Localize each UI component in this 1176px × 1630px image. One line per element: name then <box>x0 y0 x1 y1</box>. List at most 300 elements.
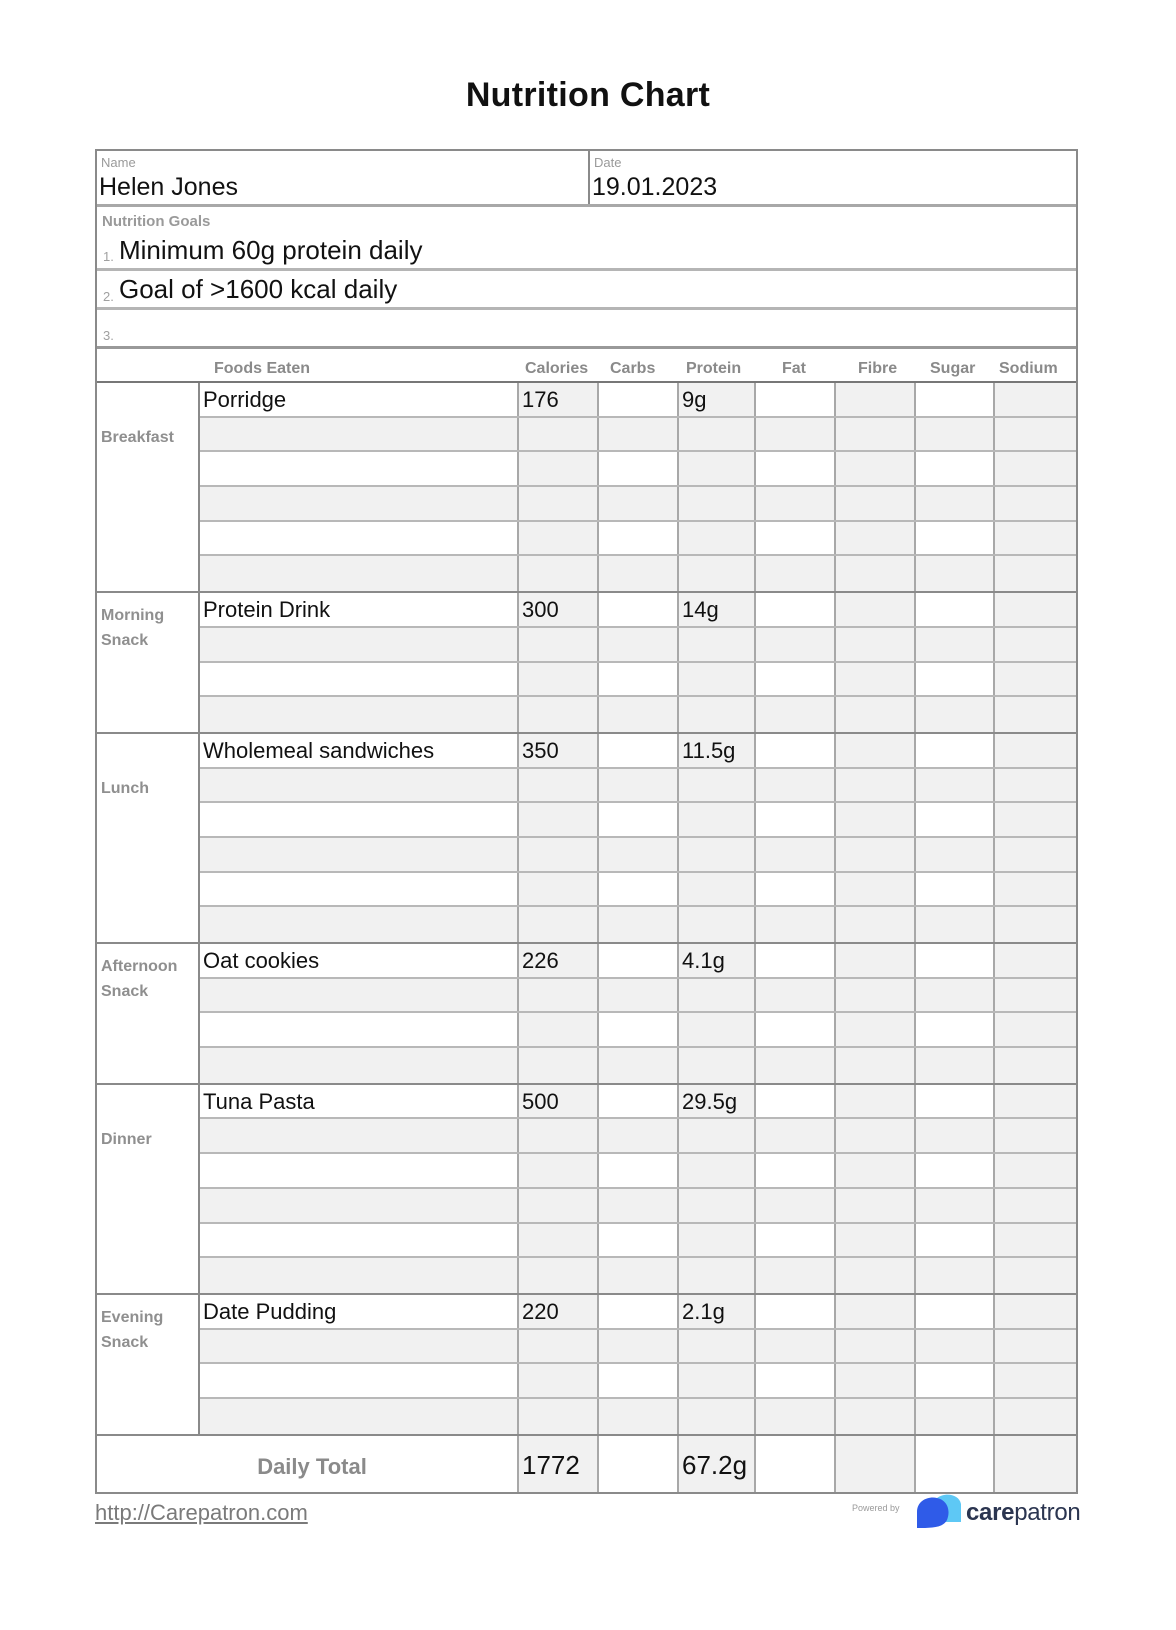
cell-fibre[interactable] <box>836 1399 916 1434</box>
cell-sugar[interactable] <box>916 628 995 661</box>
cell-sugar[interactable] <box>916 769 995 802</box>
cell-food[interactable] <box>200 556 519 591</box>
cell-calories[interactable] <box>519 418 599 451</box>
cell-sugar[interactable] <box>916 944 995 977</box>
cell-sugar[interactable] <box>916 487 995 520</box>
cell-food[interactable]: Wholemeal sandwiches <box>200 734 519 767</box>
meal-section-lunch <box>97 734 1076 944</box>
cell-sugar[interactable] <box>916 418 995 451</box>
cell-protein[interactable]: 14g <box>679 593 756 626</box>
cell-sodium[interactable] <box>995 663 1076 696</box>
cell-sugar[interactable] <box>916 1048 995 1083</box>
meal-section-evening-snack <box>97 1295 1076 1436</box>
cell-food[interactable]: Oat cookies <box>200 944 519 977</box>
cell-fibre[interactable] <box>836 873 916 906</box>
food-row <box>200 803 1076 838</box>
cell-fibre[interactable] <box>836 1119 916 1152</box>
cell-fat[interactable] <box>756 1295 836 1328</box>
cell-fibre[interactable] <box>836 907 916 942</box>
cell-calories[interactable] <box>519 907 599 942</box>
total-carbs[interactable] <box>599 1436 679 1492</box>
cell-fat[interactable] <box>756 628 836 661</box>
cell-fat[interactable] <box>756 1330 836 1363</box>
cell-calories[interactable] <box>519 1119 599 1152</box>
date-field[interactable] <box>590 151 1076 204</box>
cell-sugar[interactable] <box>916 838 995 871</box>
column-header-carbs: Carbs <box>610 360 656 377</box>
cell-sugar[interactable] <box>916 979 995 1012</box>
meal-label: Morning Snack <box>97 593 200 732</box>
nutrition-form <box>95 149 1078 1494</box>
cell-fibre[interactable] <box>836 1013 916 1046</box>
cell-carbs[interactable] <box>599 907 679 942</box>
total-sodium[interactable] <box>995 1436 1076 1492</box>
cell-food[interactable] <box>200 628 519 661</box>
cell-fibre[interactable] <box>836 1364 916 1397</box>
cell-calories[interactable] <box>519 663 599 696</box>
goal-item-2[interactable] <box>97 271 1076 310</box>
cell-protein[interactable]: 4.1g <box>679 944 756 977</box>
cell-sugar[interactable] <box>916 1364 995 1397</box>
cell-fat[interactable] <box>756 1085 836 1118</box>
cell-calories[interactable]: 226 <box>519 944 599 977</box>
cell-sodium[interactable] <box>995 1364 1076 1397</box>
cell-sodium[interactable] <box>995 838 1076 871</box>
cell-protein[interactable] <box>679 769 756 802</box>
goal-item-1[interactable] <box>97 207 1076 271</box>
cell-fibre[interactable] <box>836 1295 916 1328</box>
cell-fat[interactable] <box>756 452 836 485</box>
cell-food[interactable] <box>200 979 519 1012</box>
goal-number: 2. <box>103 289 114 304</box>
total-sugar[interactable] <box>916 1436 995 1492</box>
cell-sodium[interactable] <box>995 1048 1076 1083</box>
cell-calories[interactable] <box>519 1330 599 1363</box>
cell-fat[interactable] <box>756 944 836 977</box>
cell-calories[interactable]: 220 <box>519 1295 599 1328</box>
cell-sodium[interactable] <box>995 452 1076 485</box>
cell-fibre[interactable] <box>836 663 916 696</box>
cell-protein[interactable] <box>679 1048 756 1083</box>
cell-carbs[interactable] <box>599 1154 679 1187</box>
goal-text: Goal of >1600 kcal daily <box>119 274 398 304</box>
cell-fat[interactable] <box>756 838 836 871</box>
cell-fibre[interactable] <box>836 1048 916 1083</box>
cell-food[interactable] <box>200 1013 519 1046</box>
cell-carbs[interactable] <box>599 1295 679 1328</box>
cell-protein[interactable] <box>679 1013 756 1046</box>
cell-sugar[interactable] <box>916 556 995 591</box>
meal-label: Dinner <box>97 1085 200 1293</box>
cell-protein[interactable] <box>679 1119 756 1152</box>
cell-carbs[interactable] <box>599 522 679 555</box>
cell-carbs[interactable] <box>599 418 679 451</box>
cell-sugar[interactable] <box>916 522 995 555</box>
cell-sodium[interactable] <box>995 697 1076 732</box>
cell-sugar[interactable] <box>916 803 995 836</box>
cell-calories[interactable] <box>519 803 599 836</box>
cell-calories[interactable] <box>519 1399 599 1434</box>
cell-sodium[interactable] <box>995 418 1076 451</box>
cell-protein[interactable] <box>679 907 756 942</box>
cell-protein[interactable] <box>679 628 756 661</box>
cell-food[interactable] <box>200 418 519 451</box>
cell-calories[interactable] <box>519 1258 599 1293</box>
cell-protein[interactable] <box>679 556 756 591</box>
column-header-fat: Fat <box>782 360 806 377</box>
cell-food[interactable] <box>200 522 519 555</box>
cell-carbs[interactable] <box>599 734 679 767</box>
cell-sugar[interactable] <box>916 1295 995 1328</box>
cell-sugar[interactable] <box>916 1224 995 1257</box>
cell-sodium[interactable] <box>995 803 1076 836</box>
cell-sugar[interactable] <box>916 1013 995 1046</box>
cell-food[interactable] <box>200 452 519 485</box>
cell-fat[interactable] <box>756 907 836 942</box>
cell-sugar[interactable] <box>916 734 995 767</box>
cell-fibre[interactable] <box>836 1330 916 1363</box>
cell-sodium[interactable] <box>995 593 1076 626</box>
cell-fat[interactable] <box>756 979 836 1012</box>
cell-fat[interactable] <box>756 873 836 906</box>
cell-food[interactable]: Date Pudding <box>200 1295 519 1328</box>
cell-calories[interactable] <box>519 1154 599 1187</box>
cell-fat[interactable] <box>756 734 836 767</box>
cell-fibre[interactable] <box>836 1154 916 1187</box>
cell-sodium[interactable] <box>995 556 1076 591</box>
food-row <box>200 593 1076 628</box>
cell-calories[interactable] <box>519 697 599 732</box>
page-title: Nutrition Chart <box>465 76 711 114</box>
cell-carbs[interactable] <box>599 1224 679 1257</box>
carepatron-link[interactable]: http://Carepatron.com <box>95 1500 308 1525</box>
meal-rows <box>200 734 1076 942</box>
cell-sodium[interactable] <box>995 873 1076 906</box>
cell-fibre[interactable] <box>836 418 916 451</box>
cell-fibre[interactable] <box>836 522 916 555</box>
cell-calories[interactable]: 500 <box>519 1085 599 1118</box>
cell-sugar[interactable] <box>916 873 995 906</box>
cell-carbs[interactable] <box>599 873 679 906</box>
cell-protein[interactable] <box>679 1154 756 1187</box>
cell-carbs[interactable] <box>599 1119 679 1152</box>
cell-carbs[interactable] <box>599 452 679 485</box>
cell-fat[interactable] <box>756 1258 836 1293</box>
cell-food[interactable] <box>200 1399 519 1434</box>
food-row <box>200 1013 1076 1048</box>
cell-calories[interactable]: 176 <box>519 383 599 416</box>
cell-sugar[interactable] <box>916 1399 995 1434</box>
cell-food[interactable] <box>200 697 519 732</box>
logo-dark-blob <box>917 1498 949 1528</box>
header-row <box>97 151 1076 207</box>
name-label: Name <box>101 155 136 170</box>
cell-sodium[interactable] <box>995 1013 1076 1046</box>
cell-protein[interactable] <box>679 487 756 520</box>
cell-sugar[interactable] <box>916 1258 995 1293</box>
cell-fat[interactable] <box>756 1224 836 1257</box>
cell-fat[interactable] <box>756 418 836 451</box>
cell-sodium[interactable] <box>995 769 1076 802</box>
meal-section-morning-snack <box>97 593 1076 734</box>
cell-calories[interactable] <box>519 1364 599 1397</box>
cell-calories[interactable] <box>519 1189 599 1222</box>
cell-sodium[interactable] <box>995 487 1076 520</box>
cell-protein[interactable] <box>679 522 756 555</box>
cell-food[interactable] <box>200 1330 519 1363</box>
food-row <box>200 452 1076 487</box>
cell-calories[interactable] <box>519 873 599 906</box>
cell-fibre[interactable] <box>836 838 916 871</box>
cell-sugar[interactable] <box>916 452 995 485</box>
food-row <box>200 873 1076 908</box>
cell-sodium[interactable] <box>995 1154 1076 1187</box>
cell-sodium[interactable] <box>995 628 1076 661</box>
cell-food[interactable] <box>200 1048 519 1083</box>
cell-fat[interactable] <box>756 1189 836 1222</box>
cell-food[interactable] <box>200 1189 519 1222</box>
cell-fat[interactable] <box>756 663 836 696</box>
cell-fibre[interactable] <box>836 979 916 1012</box>
cell-protein[interactable] <box>679 873 756 906</box>
food-row <box>200 383 1076 418</box>
cell-protein[interactable]: 11.5g <box>679 734 756 767</box>
cell-protein[interactable] <box>679 1399 756 1434</box>
cell-fibre[interactable] <box>836 697 916 732</box>
meal-rows <box>200 593 1076 732</box>
cell-carbs[interactable] <box>599 1258 679 1293</box>
cell-fat[interactable] <box>756 1119 836 1152</box>
food-row <box>200 1399 1076 1434</box>
name-field[interactable] <box>97 151 590 204</box>
cell-carbs[interactable] <box>599 803 679 836</box>
cell-carbs[interactable] <box>599 556 679 591</box>
total-calories[interactable]: 1772 <box>519 1436 599 1492</box>
cell-protein[interactable] <box>679 1189 756 1222</box>
cell-protein[interactable] <box>679 979 756 1012</box>
cell-fat[interactable] <box>756 1048 836 1083</box>
cell-carbs[interactable] <box>599 487 679 520</box>
cell-protein[interactable]: 9g <box>679 383 756 416</box>
cell-protein[interactable] <box>679 1224 756 1257</box>
cell-fibre[interactable] <box>836 1189 916 1222</box>
cell-calories[interactable] <box>519 522 599 555</box>
cell-fibre[interactable] <box>836 487 916 520</box>
cell-sodium[interactable] <box>995 1330 1076 1363</box>
food-row <box>200 556 1076 591</box>
food-row <box>200 487 1076 522</box>
date-value: 19.01.2023 <box>592 173 718 201</box>
food-row <box>200 1295 1076 1330</box>
daily-total-label: Daily Total <box>97 1436 519 1492</box>
cell-carbs[interactable] <box>599 838 679 871</box>
cell-calories[interactable]: 350 <box>519 734 599 767</box>
cell-sodium[interactable] <box>995 1295 1076 1328</box>
cell-protein[interactable] <box>679 697 756 732</box>
cell-sugar[interactable] <box>916 593 995 626</box>
cell-protein[interactable] <box>679 803 756 836</box>
cell-food[interactable] <box>200 907 519 942</box>
carepatron-brand <box>966 1499 1080 1527</box>
cell-fat[interactable] <box>756 487 836 520</box>
cell-carbs[interactable] <box>599 593 679 626</box>
cell-food[interactable] <box>200 1258 519 1293</box>
cell-fat[interactable] <box>756 593 836 626</box>
cell-carbs[interactable] <box>599 697 679 732</box>
cell-sodium[interactable] <box>995 522 1076 555</box>
cell-food[interactable] <box>200 803 519 836</box>
cell-carbs[interactable] <box>599 1330 679 1363</box>
cell-sugar[interactable] <box>916 1154 995 1187</box>
food-row <box>200 1224 1076 1259</box>
cell-carbs[interactable] <box>599 944 679 977</box>
column-header-sugar: Sugar <box>930 360 976 377</box>
meal-rows <box>200 944 1076 1083</box>
brand-bold: care <box>966 1499 1015 1526</box>
cell-food[interactable] <box>200 1224 519 1257</box>
cell-carbs[interactable] <box>599 769 679 802</box>
cell-protein[interactable] <box>679 1364 756 1397</box>
cell-calories[interactable] <box>519 838 599 871</box>
cell-food[interactable]: Tuna Pasta <box>200 1085 519 1118</box>
cell-carbs[interactable] <box>599 979 679 1012</box>
cell-sugar[interactable] <box>916 1330 995 1363</box>
cell-fibre[interactable] <box>836 628 916 661</box>
cell-food[interactable] <box>200 663 519 696</box>
cell-protein[interactable] <box>679 838 756 871</box>
cell-carbs[interactable] <box>599 1085 679 1118</box>
cell-sodium[interactable] <box>995 1189 1076 1222</box>
cell-fat[interactable] <box>756 697 836 732</box>
cell-food[interactable] <box>200 487 519 520</box>
cell-sodium[interactable] <box>995 979 1076 1012</box>
cell-food[interactable] <box>200 1154 519 1187</box>
cell-fibre[interactable] <box>836 803 916 836</box>
meal-grid <box>97 383 1076 1436</box>
cell-fat[interactable] <box>756 383 836 416</box>
cell-carbs[interactable] <box>599 1364 679 1397</box>
cell-sugar[interactable] <box>916 1119 995 1152</box>
cell-calories[interactable] <box>519 979 599 1012</box>
cell-fat[interactable] <box>756 522 836 555</box>
food-row <box>200 907 1076 942</box>
cell-calories[interactable] <box>519 556 599 591</box>
cell-calories[interactable] <box>519 1224 599 1257</box>
cell-carbs[interactable] <box>599 1048 679 1083</box>
goal-number: 1. <box>103 249 114 264</box>
cell-sugar[interactable] <box>916 1085 995 1118</box>
cell-fat[interactable] <box>756 1013 836 1046</box>
total-fibre[interactable] <box>836 1436 916 1492</box>
cell-food[interactable] <box>200 1119 519 1152</box>
cell-fibre[interactable] <box>836 383 916 416</box>
cell-protein[interactable] <box>679 1258 756 1293</box>
cell-food[interactable] <box>200 873 519 906</box>
food-row <box>200 1085 1076 1120</box>
cell-sugar[interactable] <box>916 663 995 696</box>
cell-sodium[interactable] <box>995 734 1076 767</box>
total-protein[interactable]: 67.2g <box>679 1436 756 1492</box>
cell-calories[interactable] <box>519 1013 599 1046</box>
cell-sodium[interactable] <box>995 1399 1076 1434</box>
cell-fat[interactable] <box>756 803 836 836</box>
name-value: Helen Jones <box>99 173 238 201</box>
cell-calories[interactable] <box>519 769 599 802</box>
meal-section-breakfast <box>97 383 1076 593</box>
cell-carbs[interactable] <box>599 663 679 696</box>
cell-fat[interactable] <box>756 769 836 802</box>
cell-fibre[interactable] <box>836 734 916 767</box>
cell-carbs[interactable] <box>599 1189 679 1222</box>
cell-protein[interactable]: 2.1g <box>679 1295 756 1328</box>
cell-fibre[interactable] <box>836 556 916 591</box>
cell-sugar[interactable] <box>916 907 995 942</box>
cell-food[interactable] <box>200 1364 519 1397</box>
cell-fibre[interactable] <box>836 1224 916 1257</box>
food-row <box>200 769 1076 804</box>
cell-calories[interactable] <box>519 487 599 520</box>
cell-calories[interactable] <box>519 628 599 661</box>
cell-sodium[interactable] <box>995 1085 1076 1118</box>
cell-protein[interactable] <box>679 418 756 451</box>
cell-sugar[interactable] <box>916 697 995 732</box>
cell-calories[interactable]: 300 <box>519 593 599 626</box>
cell-sugar[interactable] <box>916 383 995 416</box>
cell-calories[interactable] <box>519 452 599 485</box>
cell-fibre[interactable] <box>836 944 916 977</box>
cell-sodium[interactable] <box>995 944 1076 977</box>
total-fat[interactable] <box>756 1436 836 1492</box>
cell-fibre[interactable] <box>836 593 916 626</box>
cell-protein[interactable] <box>679 452 756 485</box>
cell-fat[interactable] <box>756 1154 836 1187</box>
cell-carbs[interactable] <box>599 1399 679 1434</box>
cell-food[interactable]: Porridge <box>200 383 519 416</box>
cell-sugar[interactable] <box>916 1189 995 1222</box>
cell-carbs[interactable] <box>599 1013 679 1046</box>
cell-fibre[interactable] <box>836 1085 916 1118</box>
food-row <box>200 628 1076 663</box>
cell-fibre[interactable] <box>836 769 916 802</box>
cell-sodium[interactable] <box>995 1119 1076 1152</box>
food-row <box>200 734 1076 769</box>
cell-protein[interactable] <box>679 1330 756 1363</box>
cell-sodium[interactable] <box>995 1224 1076 1257</box>
food-row <box>200 1330 1076 1365</box>
cell-food[interactable] <box>200 838 519 871</box>
cell-sodium[interactable] <box>995 383 1076 416</box>
column-header-fibre: Fibre <box>858 360 898 377</box>
cell-fat[interactable] <box>756 1399 836 1434</box>
cell-carbs[interactable] <box>599 628 679 661</box>
cell-protein[interactable]: 29.5g <box>679 1085 756 1118</box>
cell-sodium[interactable] <box>995 907 1076 942</box>
food-row <box>200 1258 1076 1293</box>
food-row <box>200 944 1076 979</box>
cell-sodium[interactable] <box>995 1258 1076 1293</box>
cell-food[interactable]: Protein Drink <box>200 593 519 626</box>
cell-food[interactable] <box>200 769 519 802</box>
goal-item-3[interactable] <box>97 310 1076 349</box>
cell-calories[interactable] <box>519 1048 599 1083</box>
cell-fibre[interactable] <box>836 1258 916 1293</box>
cell-protein[interactable] <box>679 663 756 696</box>
cell-fat[interactable] <box>756 1364 836 1397</box>
cell-carbs[interactable] <box>599 383 679 416</box>
cell-fibre[interactable] <box>836 452 916 485</box>
cell-fat[interactable] <box>756 556 836 591</box>
powered-by-label: Powered by <box>852 1503 900 1513</box>
